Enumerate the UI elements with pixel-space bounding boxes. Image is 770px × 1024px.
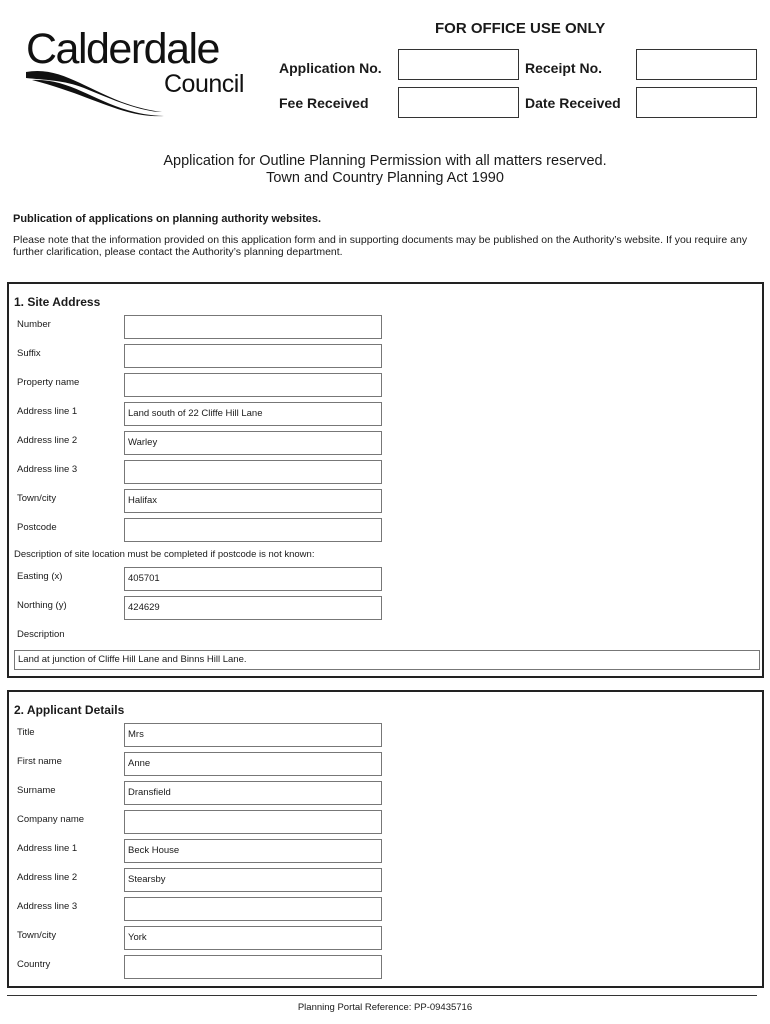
description-label: Description [17,629,65,640]
surname-field[interactable]: Dransfield [124,781,382,805]
suffix-label: Suffix [17,348,41,359]
easting-label: Easting (x) [17,571,63,582]
number-label: Number [17,319,51,330]
site-address-line1-field[interactable]: Land south of 22 Cliffe Hill Lane [124,402,382,426]
site-address-line3-field[interactable] [124,460,382,484]
publication-text: Please note that the information provided on this application form and in supporting documents may be published on the Authority’s website. If you require any further clarification, please contact the Authority’s planning department. [13,234,748,258]
property-name-label: Property name [17,377,80,388]
postcode-field[interactable] [124,518,382,542]
northing-label: Northing (y) [17,600,67,611]
site-address-line2-field[interactable]: Warley [124,431,382,455]
application-no-label: Application No. [279,60,382,76]
date-received-box[interactable] [636,87,757,118]
applicant-address-line1-field[interactable]: Beck House [124,839,382,863]
first-name-field[interactable]: Anne [124,752,382,776]
applicant-address-line3-field[interactable] [124,897,382,921]
applicant-title-label: Title [17,727,35,738]
applicant-address-line2-label: Address line 2 [17,872,78,883]
country-field[interactable] [124,955,382,979]
applicant-town-field[interactable]: York [124,926,382,950]
receipt-no-box[interactable] [636,49,757,80]
applicant-details-section [7,690,764,988]
site-town-field[interactable]: Halifax [124,489,382,513]
site-address-title: 1. Site Address [14,295,101,309]
suffix-field[interactable] [124,344,382,368]
site-address-line1-label: Address line 1 [17,406,78,417]
fee-received-box[interactable] [398,87,519,118]
date-received-label: Date Received [525,95,621,111]
applicant-details-title: 2. Applicant Details [14,703,125,717]
office-use-heading: FOR OFFICE USE ONLY [435,20,606,37]
postcode-label: Postcode [17,522,57,533]
form-title-line1: Application for Outline Planning Permission with all matters reserved. [163,153,607,169]
surname-label: Surname [17,785,56,796]
location-note: Description of site location must be completed if postcode is not known: [14,549,315,560]
site-address-line3-label: Address line 3 [17,464,78,475]
applicant-town-label: Town/city [17,930,57,941]
receipt-no-label: Receipt No. [525,60,603,76]
first-name-label: First name [17,756,62,767]
number-field[interactable] [124,315,382,339]
site-address-section [7,282,764,678]
form-title [0,153,770,187]
footer-divider [7,995,757,996]
form-title-line2: Town and Country Planning Act 1990 [266,170,504,186]
portal-reference: Planning Portal Reference: PP-09435716 [297,1002,473,1013]
applicant-address-line1-label: Address line 1 [17,843,78,854]
company-name-field[interactable] [124,810,382,834]
application-no-box[interactable] [398,49,519,80]
applicant-address-line2-field[interactable]: Stearsby [124,868,382,892]
description-field[interactable]: Land at junction of Cliffe Hill Lane and Binns Hill Lane. [14,650,760,670]
easting-field[interactable]: 405701 [124,567,382,591]
northing-field[interactable]: 424629 [124,596,382,620]
country-label: Country [17,959,51,970]
logo-subword: Council [164,70,244,98]
logo-wordmark: Calderdale [26,25,219,73]
company-name-label: Company name [17,814,85,825]
site-address-line2-label: Address line 2 [17,435,78,446]
applicant-title-field[interactable]: Mrs [124,723,382,747]
applicant-address-line3-label: Address line 3 [17,901,78,912]
site-town-label: Town/city [17,493,57,504]
fee-received-label: Fee Received [279,95,369,111]
property-name-field[interactable] [124,373,382,397]
publication-heading: Publication of applications on planning authority websites. [13,213,322,225]
council-logo [24,25,256,118]
